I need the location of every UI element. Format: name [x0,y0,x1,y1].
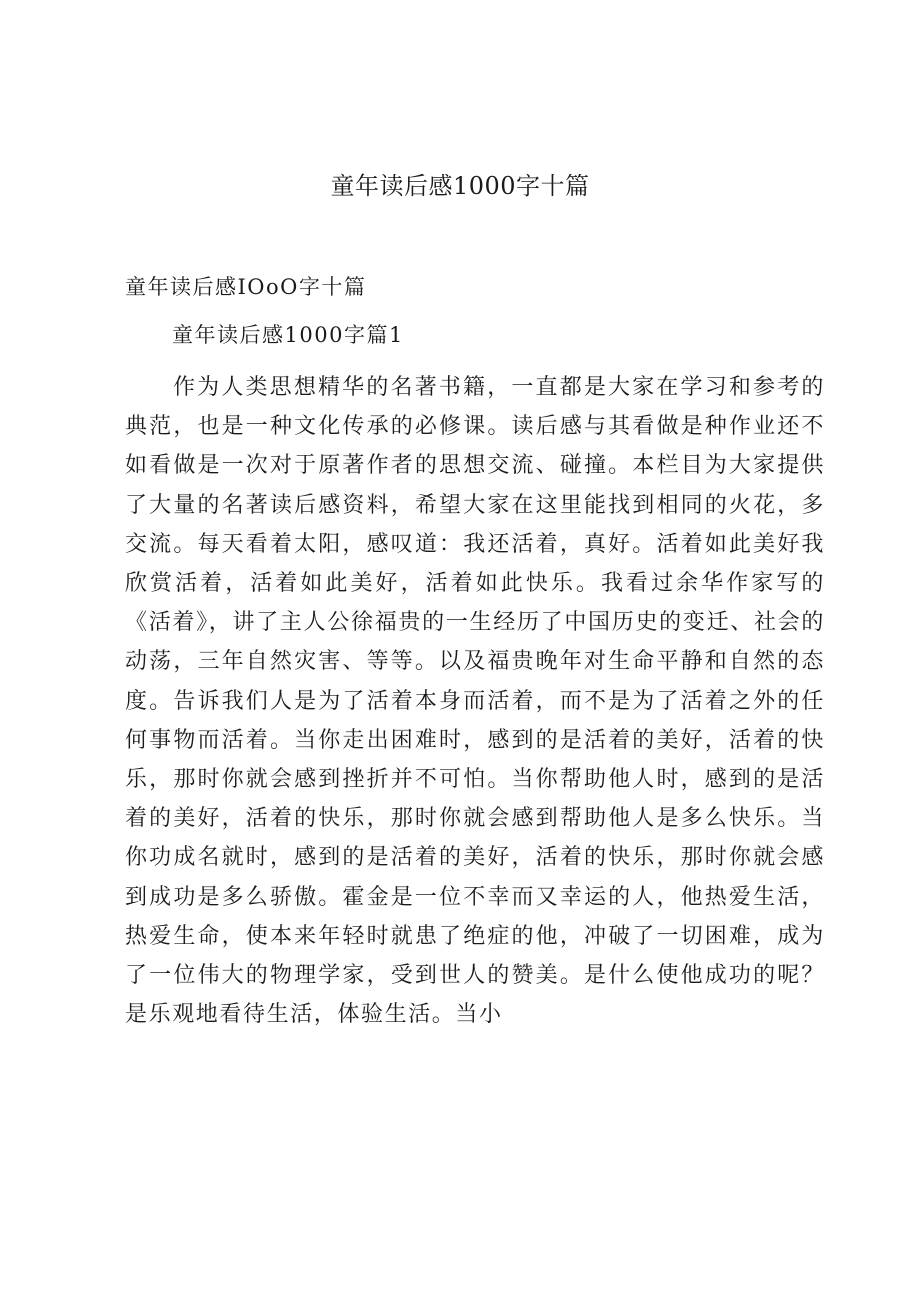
body-paragraph: 作为人类思想精华的名著书籍，一直都是大家在学习和参考的典范，也是一种文化传承的必修课。读后感与其看做是种作业还不如看做是一次对于原著作者的思想交流、碰撞。本栏目为大家提供了大量的名著读后感资料，希望大家在这里能找到相同的火花，多交流。每天看着太阳，感叹道：我还活着，真好。活着如此美好我欣赏活着，活着如此美好，活着如此快乐。我看过余华作家写的《活着》，讲了主人公徐福贵的一生经历了中国历史的变迁、社会的动荡，三年自然灾害、等等。以及福贵晚年对生命平静和自然的态度。告诉我们人是为了活着本身而活着，而不是为了活着之外的任何事物而活着。当你走出困难时，感到的是活着的美好，活着的快乐，那时你就会感到挫折并不可怕。当你帮助他人时，感到的是活着的美好，活着的快乐，那时你就会感到帮助他人是多么快乐。当你功成名就时，感到的是活着的美好，活着的快乐，那时你就会感到成功是多么骄傲。霍金是一位不幸而又幸运的人，他热爱生活，热爱生命，使本来年轻时就患了绝症的他，冲破了一切困难，成为了一位伟大的物理学家，受到世人的赞美。是什么使他成功的呢？是乐观地看待生活，体验生活。当小 [125,375,825,1028]
section-heading: 童年读后感1000字篇1 [172,323,404,347]
document-subtitle: 童年读后感IOoO字十篇 [125,275,367,299]
document-title: 童年读后感1000字十篇 [330,172,590,200]
